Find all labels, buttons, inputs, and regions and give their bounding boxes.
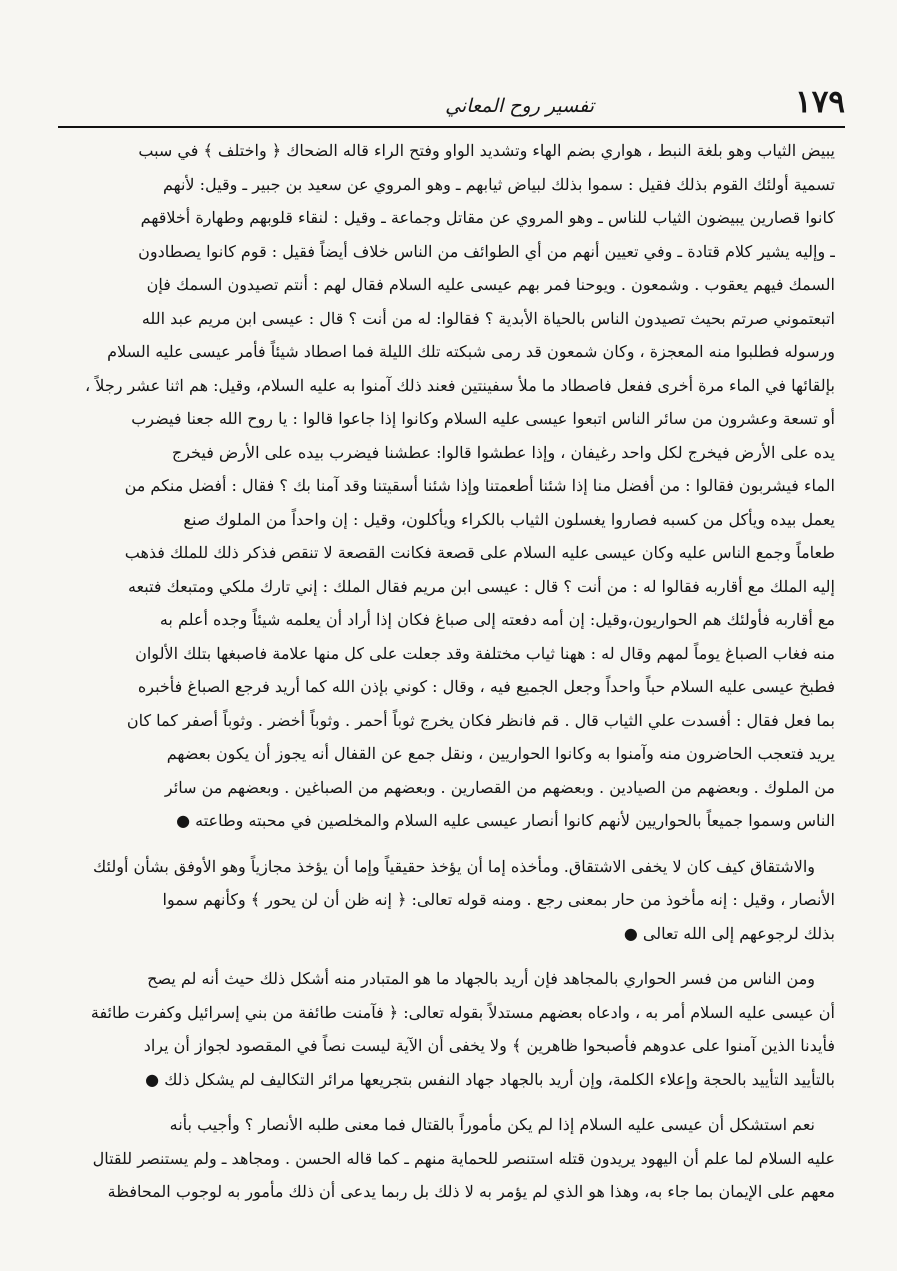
text-line: فطبخ عيسى عليه السلام حباً واحداً وجعل الجميع فيه ، وقال : كوني بإذن الله كما أريد فرجع الصباغ فأخبره xyxy=(137,677,835,696)
text-line: الناس وسموا جميعاً بالحواريين لأنهم كانوا أنصار عيسى عليه السلام والمخلصين في محبته وطاعته ● xyxy=(176,811,835,830)
paragraph xyxy=(46,1108,835,1209)
text-line: بإلقائها في الماء مرة أخرى ففعل فاصطاد ما ملأ سفينتين فعند ذلك آمنوا به عليه السلام، وقيل: هم اثنا عشر رجلاً ، xyxy=(85,375,835,395)
text-line: ومن الناس من فسر الحواري بالمجاهد فإن أريد بالجهاد ما هو المتبادر منه أشكل ذلك حيث أنه لم يصح xyxy=(147,969,815,988)
text-line: تسمية أولئك القوم بذلك فقيل : سموا بذلك لبياض ثيابهم ـ وهو المروي عن سعيد بن جبير ـ وقيل: لأنهم xyxy=(162,174,835,194)
text-line: يريد فتعجب الحاضرون منه وآمنوا به وكانوا الحواريين ، ونقل جمع عن القفال أنه يجوز أن يكون بعضهم xyxy=(166,744,835,763)
text-line: والاشتقاق كيف كان لا يخفى الاشتقاق. ومأخذه إما أن يؤخذ حقيقياً وإما أن يؤخذ مجازياً وهو الأوفق بشأن أولئك xyxy=(93,856,815,876)
text-line: ـ وإليه يشير كلام قتادة ـ وفي تعيين أنهم من أي الطوائف من الناس خلاف أيضاً فقيل : قوم كانوا يصطادون xyxy=(138,241,835,261)
header-rule xyxy=(58,126,845,128)
body-text xyxy=(46,134,835,1209)
text-line: بالتأييد التأييد بالحجة وإعلاء الكلمة، وإن أريد بالجهاد جهاد النفس بتجريعها مرائر التكاليف لم يشكل ذلك ● xyxy=(145,1069,835,1089)
text-line: السمك فيهم يعقوب . وشمعون . ويوحنا فمر بهم عيسى عليه السلام فقال لهم : أنتم تصيدون السمك فإن xyxy=(146,275,835,294)
text-line: عليه السلام لما علم أن اليهود يريدون قتله استنصر للحماية منهم ـ كما قاله الحسن . ومجاهد ـ ولم يستنصر للقتال xyxy=(92,1148,835,1168)
paragraph xyxy=(46,134,835,838)
text-line: من الملوك . وبعضهم من الصيادين . وبعضهم من القصارين . وبعضهم من الصباغين . وبعضهم من سائر xyxy=(164,777,835,797)
page-number: ١٧٩ xyxy=(795,84,845,120)
text-line: نعم استشكل أن عيسى عليه السلام إذا لم يكن مأموراً بالقتال فما معنى طلبه الأنصار ؟ وأجيب بأنه xyxy=(169,1115,815,1134)
paragraph-gap xyxy=(46,838,835,850)
running-title: تفسير روح المعاني xyxy=(445,95,594,117)
text-line: يبيض الثياب وهو بلغة النبط ، هواري بضم الهاء وتشديد الواو وفتح الراء قاله الضحاك ﴿ واختلف ﴾ في سبب xyxy=(138,141,835,160)
page-header xyxy=(62,84,849,124)
text-line: يده على الأرض فيخرج لكل واحد رغيفان ، وإذا عطشوا قالوا: عطشنا فيضرب بيده على الأرض فيخرج xyxy=(171,442,835,462)
text-line: أن عيسى عليه السلام أمر به ، وادعاه بعضهم مستدلاً بقوله تعالى: ﴿ فآمنت طائفة من بني إسرائيل وكفرت طائفة xyxy=(90,1002,835,1022)
paragraph-gap xyxy=(46,1096,835,1108)
text-line: كانوا قصارين يبيضون الثياب للناس ـ وهو المروي عن مقاتل وجماعة ـ وقيل : لنقاء قلوبهم وطهارة أخلاقهم xyxy=(140,208,835,227)
text-line: اتبعتموني صرتم بحيث تصيدون الناس بالحياة الأبدية ؟ فقالوا: له من أنت ؟ قال : عيسى ابن مريم عبد الله xyxy=(141,308,835,328)
text-line: يعمل بيده ويأكل من كسبه فصاروا يغسلون الثياب بالكراء ويأكلون، وقيل : إن واحداً من الملوك صنع xyxy=(183,509,835,529)
text-line: الأنصار ، وقيل : إنه مأخوذ من حار بمعنى رجع . ومنه قوله تعالى: ﴿ إنه ظن أن لن يحور ﴾ وكأنهم سموا xyxy=(162,890,835,909)
paragraph-gap xyxy=(46,950,835,962)
paragraph xyxy=(46,962,835,1096)
text-line: طعاماً وجمع الناس عليه وكان عيسى عليه السلام على قصعة فكانت القصعة لا تنقص فذكر ذلك للملك فذهب xyxy=(124,543,835,562)
text-line: بذلك لرجوعهم إلى الله تعالى ● xyxy=(623,923,835,943)
text-line: معهم على الإيمان بما جاء به، وهذا هو الذي لم يؤمر به لا ذلك بل ربما يدعى أن ذلك مأمور به لوجوب المحافظة xyxy=(107,1182,835,1201)
text-line: أو تسعة وعشرون من سائر الناس اتبعوا عيسى عليه السلام وكانوا إذا جاعوا قالوا : يا روح الله جعنا فيضرب xyxy=(131,409,835,428)
text-line: بما فعل فقال : أفسدت علي الثياب قال . قم فانظر فكان يخرج ثوباً أحمر . وثوباً أخضر . وثوباً أصفر كما كان xyxy=(126,710,835,730)
text-line: إليه الملك مع أقاربه فقالوا له : من أنت ؟ قال : عيسى ابن مريم فقال الملك : إني تارك ملكي ومتبعك فتبعه xyxy=(127,576,835,596)
text-line: منه فغاب الصباغ يوماً لمهم وقال له : ههنا ثياب مختلفة وقد جعلت على كل منها علامة فاصبغها بتلك الألوان xyxy=(135,643,835,663)
text-line: ورسوله فطلبوا منه المعجزة ، وكان شمعون قد رمى شبكته تلك الليلة فما اصطاد شيئاً فأمر عيسى عليه السلام xyxy=(107,342,835,361)
paragraph xyxy=(46,850,835,951)
text-line: مع أقاربه فأولئك هم الحواريون،وقيل: إن أمه دفعته إلى صباغ فكان إذا أراد أن يعلمه شيئاً وجده أعلم به xyxy=(159,610,835,629)
text-line: فأيدنا الذين آمنوا على عدوهم فأصبحوا ظاهرين ﴾ ولا يخفى أن الآية ليست نصاً في المقصود لجواز أن يراد xyxy=(143,1036,835,1055)
text-line: الماء فيشربون فقالوا : من أفضل منا إذا شئنا أطعمتنا وإذا شئنا أسقيتنا وقد آمنا بك ؟ فقال : أفضل منكم من xyxy=(124,476,835,495)
